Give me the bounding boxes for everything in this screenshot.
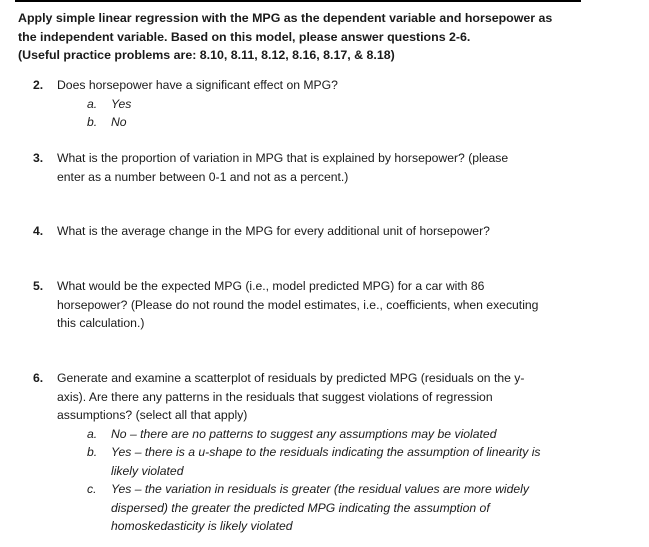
question-text: Does horsepower have a significant effect on MPG? — [57, 78, 338, 92]
question-number: 6. — [33, 371, 44, 385]
option-a[interactable] — [87, 425, 618, 444]
option-b[interactable] — [87, 113, 618, 132]
option-label: a. — [87, 426, 98, 441]
option-text: No — [111, 115, 127, 129]
question-number: 2. — [33, 78, 44, 92]
option-b[interactable] — [87, 443, 618, 480]
option-text-line: homoskedasticity is likely violated — [111, 519, 293, 533]
option-c[interactable] — [87, 480, 618, 536]
option-text-line: dispersed) the greater the predicted MPG indicating the assumption of — [111, 500, 490, 515]
top-rule — [15, 0, 581, 2]
question-text-line: this calculation.) — [57, 316, 145, 330]
assignment-instructions — [18, 9, 618, 65]
instructions-line-2: the independent variable. Based on this model, please answer questions 2-6. — [18, 29, 471, 44]
question-number: 3. — [33, 151, 44, 165]
question-text-line: assumptions? (select all that apply) — [57, 408, 248, 422]
question-6 — [33, 369, 618, 536]
option-text-line: Yes – the variation in residuals is greater (the residual values are more widely — [111, 482, 529, 496]
option-label: a. — [87, 96, 98, 111]
instructions-line-1: Apply simple linear regression with the MPG as the dependent variable and horsepower as — [18, 11, 553, 25]
question-text-line: What would be the expected MPG (i.e., model predicted MPG) for a car with 86 — [57, 279, 485, 293]
question-text-line: axis). Are there any patterns in the residuals that suggest violations of regression — [57, 389, 493, 404]
question-2 — [33, 76, 618, 132]
question-3 — [33, 149, 618, 186]
option-text: Yes — [111, 96, 132, 111]
option-label: c. — [87, 482, 97, 496]
question-4 — [33, 222, 618, 241]
instructions-line-3: (Useful practice problems are: 8.10, 8.11, 8.12, 8.16, 8.17, & 8.18) — [18, 48, 395, 62]
option-a[interactable] — [87, 95, 618, 114]
question-text-line: What is the proportion of variation in MPG that is explained by horsepower? (please — [57, 151, 509, 165]
question-text-line: horsepower? (Please do not round the model estimates, i.e., coefficients, when executing — [57, 297, 539, 312]
question-number: 5. — [33, 279, 44, 293]
option-label: b. — [87, 115, 98, 129]
option-text-line: likely violated — [111, 463, 184, 478]
option-label: b. — [87, 445, 98, 459]
question-5 — [33, 277, 618, 333]
question-text-line: Generate and examine a scatterplot of residuals by predicted MPG (residuals on the y- — [57, 371, 525, 385]
question-text: What is the average change in the MPG for every additional unit of horsepower? — [57, 224, 490, 238]
question-number: 4. — [33, 224, 44, 238]
question-text-line: enter as a number between 0-1 and not as a percent.) — [57, 169, 349, 184]
option-text: No – there are no patterns to suggest any assumptions may be violated — [111, 426, 497, 441]
option-text-line: Yes – there is a u-shape to the residuals indicating the assumption of linearity is — [111, 445, 541, 459]
